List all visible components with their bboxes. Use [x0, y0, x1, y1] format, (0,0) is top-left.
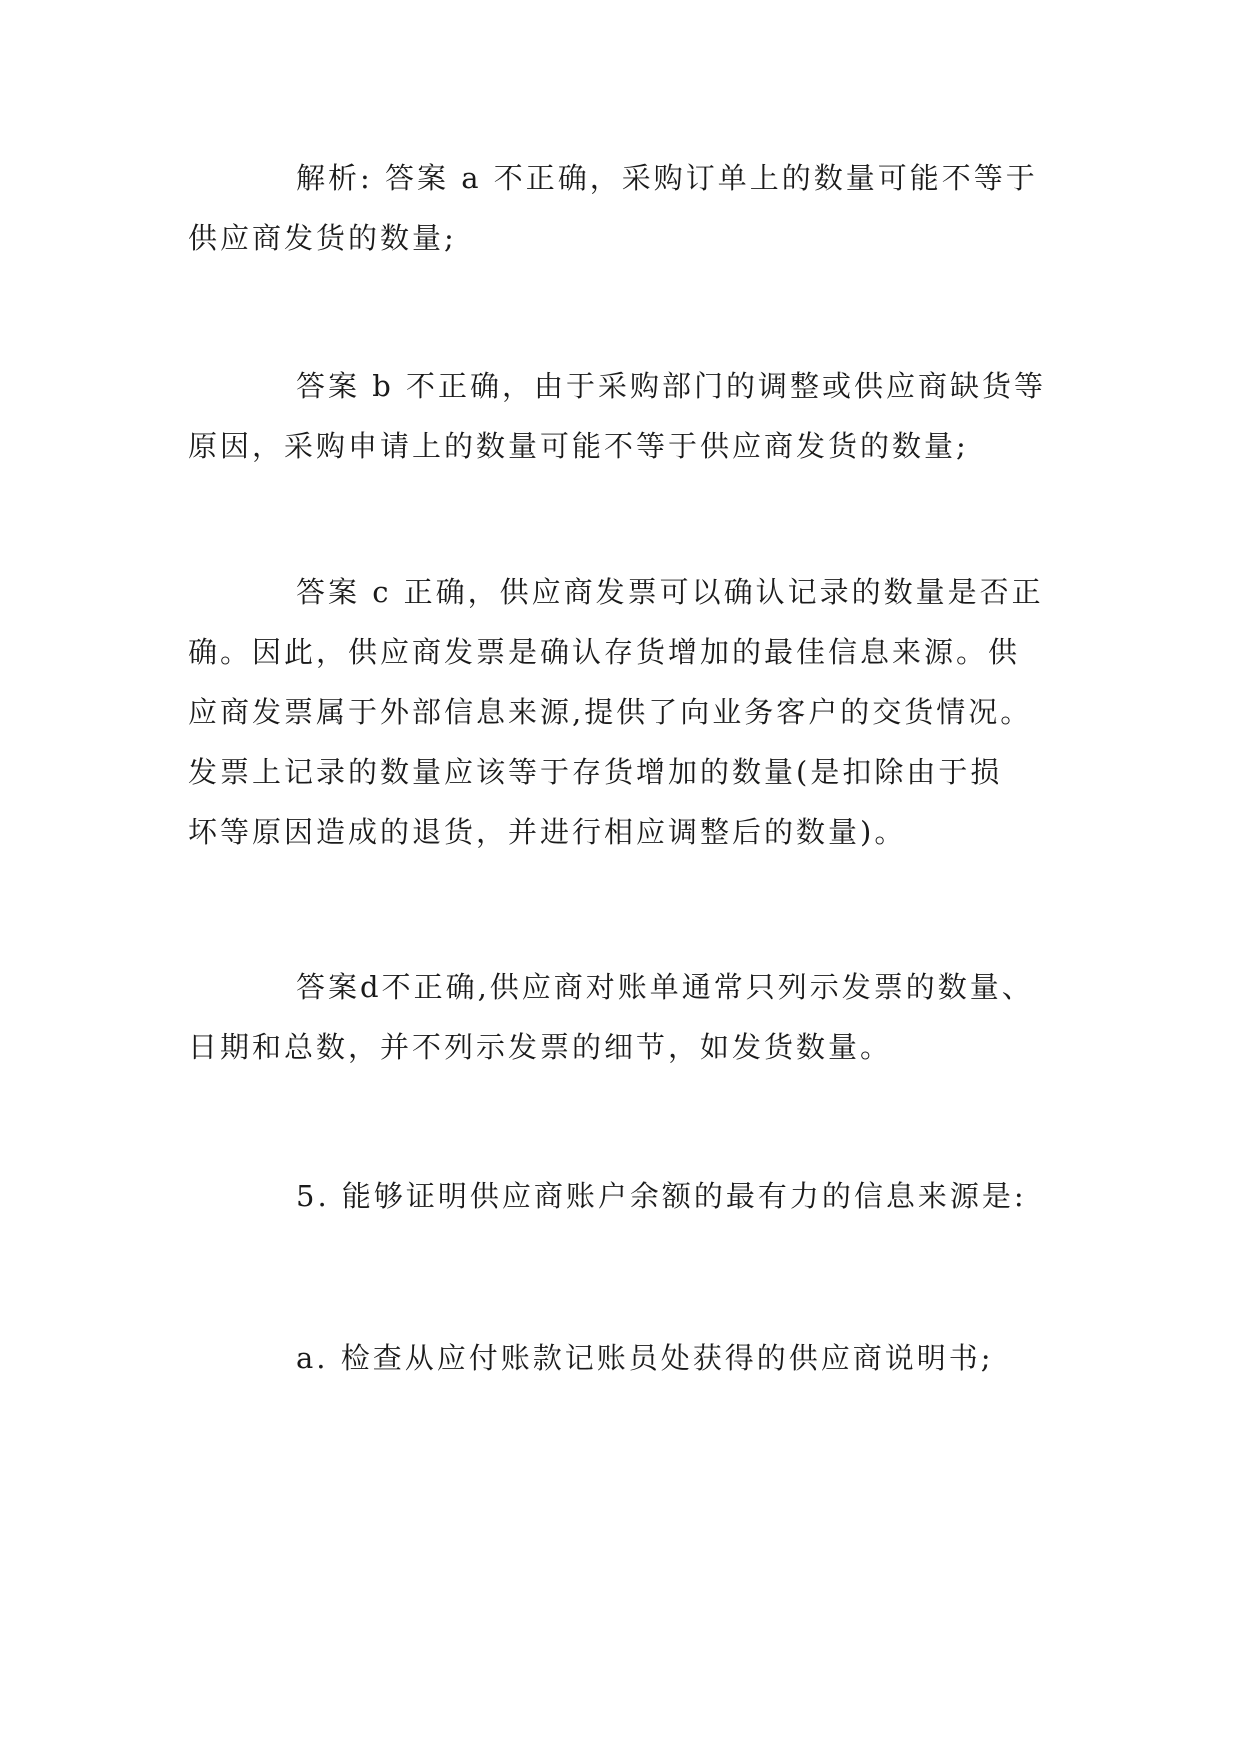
option-a: [188, 1328, 1053, 1388]
text-line: 答案 c 正确，供应商发票可以确认记录的数量是否正: [296, 575, 1044, 609]
analysis-paragraph-b: [188, 356, 1053, 476]
text-line: 原因，采购申请上的数量可能不等于供应商发货的数量;: [188, 429, 969, 463]
text-line: 解析: 答案 a 不正确，采购订单上的数量可能不等于: [296, 161, 1038, 195]
text-line: 供应商发货的数量;: [188, 221, 457, 255]
option-text: a. 检查从应付账款记账员处获得的供应商说明书;: [296, 1341, 994, 1375]
question-5: [188, 1166, 1053, 1226]
analysis-paragraph-c: [188, 562, 1053, 862]
text-line: 坏等原因造成的退货，并进行相应调整后的数量)。: [188, 815, 907, 849]
text-line: 答案d不正确,供应商对账单通常只列示发票的数量、: [296, 970, 1034, 1004]
question-text: 5. 能够证明供应商账户余额的最有力的信息来源是:: [296, 1179, 1027, 1213]
analysis-paragraph-d: [188, 957, 1053, 1077]
text-line: 发票上记录的数量应该等于存货增加的数量(是扣除由于损: [188, 755, 1003, 789]
text-line: 确。因此，供应商发票是确认存货增加的最佳信息来源。供: [188, 635, 1021, 669]
text-line: 答案 b 不正确，由于采购部门的调整或供应商缺货等: [296, 369, 1047, 403]
analysis-paragraph-a: [188, 148, 1053, 268]
text-line: 应商发票属于外部信息来源,提供了向业务客户的交货情况。: [188, 695, 1033, 729]
text-line: 日期和总数，并不列示发票的细节，如发货数量。: [188, 1030, 893, 1064]
